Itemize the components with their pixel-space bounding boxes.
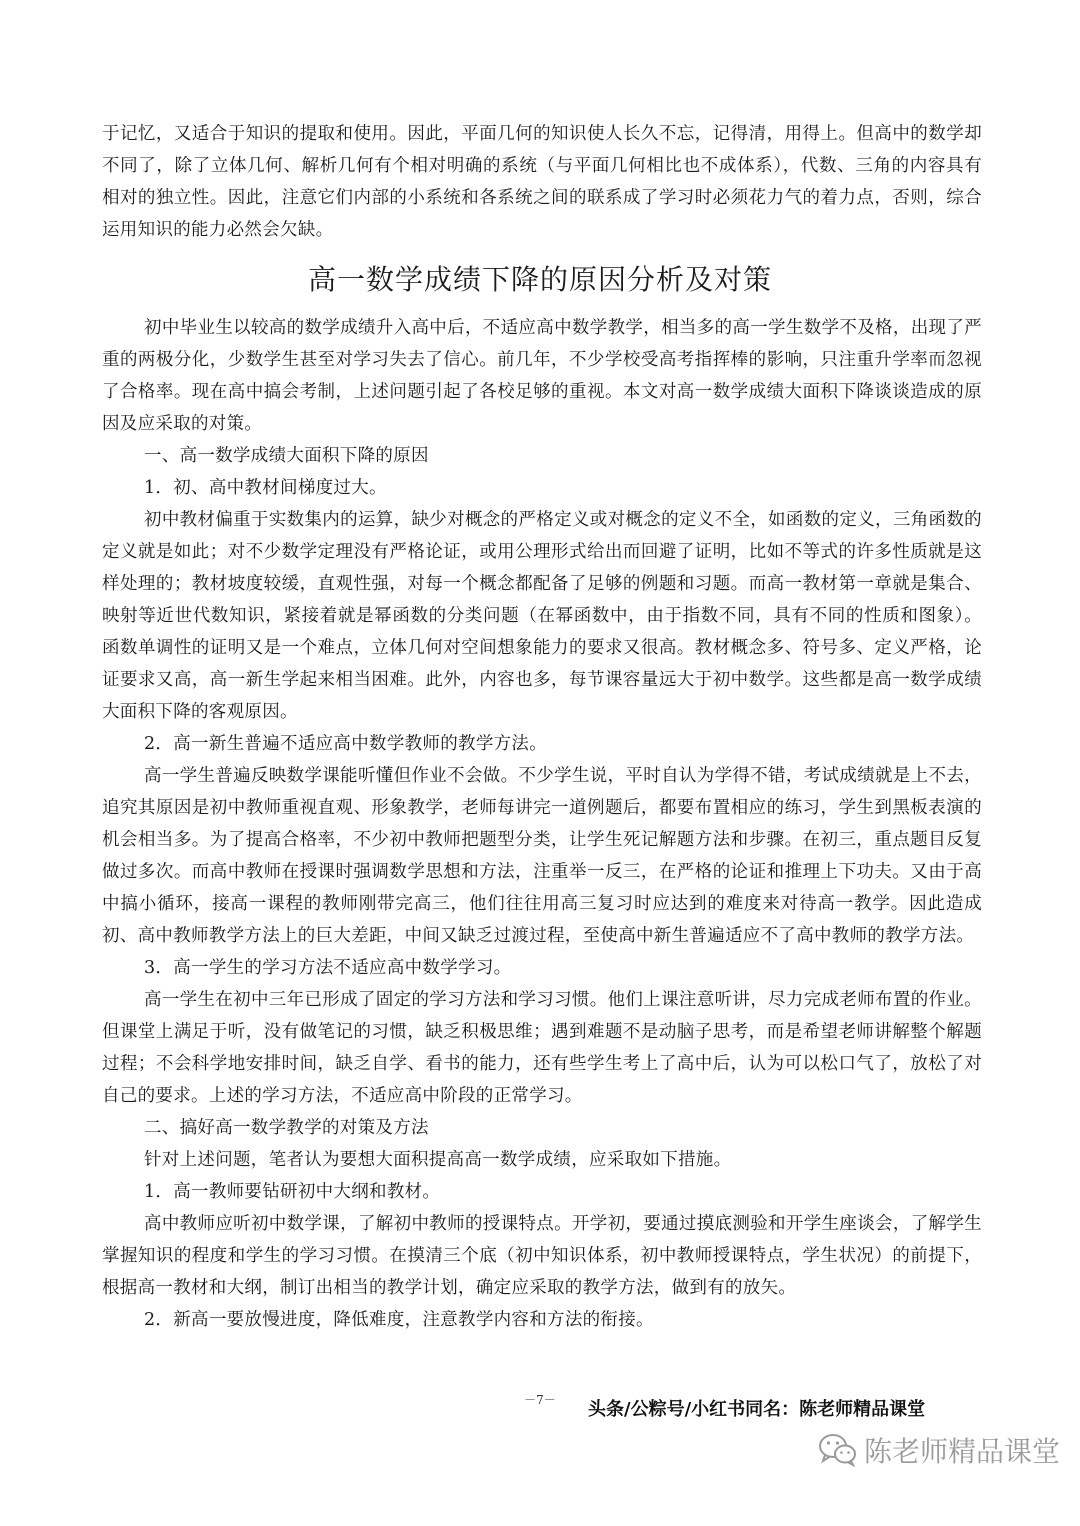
subsection-heading: 2．高一新生普遍不适应高中数学教师的教学方法。	[144, 734, 548, 754]
page-number: －7－	[524, 1393, 556, 1407]
subsection-heading: 1．初、高中教材间梯度过大。	[144, 478, 387, 498]
article-body	[102, 312, 982, 1336]
body-paragraph: 高一学生在初中三年已形成了固定的学习方法和学习习惯。他们上课注意听讲，尽力完成老师布置的作业。但课堂上满足于听，没有做笔记的习惯，缺乏积极思维；遇到难题不是动脑子思考，而是希望老师讲解整个解题过程；不会科学地安排时间，缺乏自学、看书的能力，还有些学生考上了高中后，认为可以松口气了，放松了对自己的要求。上述的学习方法，不适应高中阶段的正常学习。	[102, 990, 982, 1106]
watermark-text: 陈老师精品课堂	[864, 1435, 1061, 1468]
body-paragraph: 初中毕业生以较高的数学成绩升入高中后，不适应高中数学教学，相当多的高一学生数学不及格，出现了严重的两极分化，少数学生甚至对学习失去了信心。前几年，不少学校受高考指挥棒的影响，只注重升学率而忽视了合格率。现在高中搞会考制，上述问题引起了各校足够的重视。本文对高一数学成绩大面积下降谈谈造成的原因及应采取的对策。	[102, 318, 982, 434]
section-heading: 一、高一数学成绩大面积下降的原因	[144, 446, 429, 466]
wechat-icon	[818, 1433, 858, 1467]
article-title: 高一数学成绩下降的原因分析及对策	[307, 263, 772, 296]
section-heading: 二、搞好高一数学教学的对策及方法	[144, 1118, 429, 1138]
body-paragraph: 高中教师应听初中数学课，了解初中教师的授课特点。开学初，要通过摸底测验和开学生座谈会，了解学生掌握知识的程度和学生的学习习惯。在摸清三个底（初中知识体系，初中教师授课特点，学生状况）的前提下，根据高一教材和大纲，制订出相当的教学计划，确定应采取的教学方法，做到有的放矢。	[102, 1214, 982, 1298]
subsection-heading: 2．新高一要放慢进度，降低难度，注意教学内容和方法的衔接。	[144, 1310, 654, 1330]
intro-block	[102, 118, 982, 246]
watermark	[818, 1430, 1060, 1470]
body-paragraph: 针对上述问题，笔者认为要想大面积提高高一数学成绩，应采取如下措施。	[144, 1150, 732, 1170]
subsection-heading: 1．高一教师要钻研初中大纲和教材。	[144, 1182, 441, 1202]
body-paragraph: 高一学生普遍反映数学课能听懂但作业不会做。不少学生说，平时自认为学得不错，考试成绩就是上不去，追究其原因是初中教师重视直观、形象教学，老师每讲完一道例题后，都要布置相应的练习，学生到黑板表演的机会相当多。为了提高合格率，不少初中教师把题型分类，让学生死记解题方法和步骤。在初三，重点题目反复做过多次。而高中教师在授课时强调数学思想和方法，注重举一反三，在严格的论证和推理上下功夫。又由于高中搞小循环，接高一课程的教师刚带完高三，他们往往用高三复习时应达到的难度来对待高一教学。因此造成初、高中教师教学方法上的巨大差距，中间又缺乏过渡过程，至使高中新生普遍适应不了高中教师的教学方法。	[102, 766, 982, 946]
intro-paragraph: 于记忆，又适合于知识的提取和使用。因此，平面几何的知识使人长久不忘，记得清，用得上。但高中的数学却不同了，除了立体几何、解析几何有个相对明确的系统（与平面几何相比也不成体系），代数、三角的内容具有相对的独立性。因此，注意它们内部的小系统和各系统之间的联系成了学习时必须花力气的着力点，否则，综合运用知识的能力必然会欠缺。	[102, 124, 982, 240]
footer-note: 头条/公粽号/小红书同名：陈老师精品课堂	[588, 1399, 926, 1420]
body-paragraph: 初中教材偏重于实数集内的运算，缺少对概念的严格定义或对概念的定义不全，如函数的定义，三角函数的定义就是如此；对不少数学定理没有严格论证，或用公理形式给出而回避了证明，比如不等式的许多性质就是这样处理的；教材坡度较缓，直观性强，对每一个概念都配备了足够的例题和习题。而高一教材第一章就是集合、映射等近世代数知识，紧接着就是幂函数的分类问题（在幂函数中，由于指数不同，具有不同的性质和图象）。函数单调性的证明又是一个难点，立体几何对空间想象能力的要求又很高。教材概念多、符号多、定义严格，论证要求又高，高一新生学起来相当困难。此外，内容也多，每节课容量远大于初中数学。这些都是高一数学成绩大面积下降的客观原因。	[102, 510, 982, 722]
subsection-heading: 3．高一学生的学习方法不适应高中数学学习。	[144, 958, 512, 978]
